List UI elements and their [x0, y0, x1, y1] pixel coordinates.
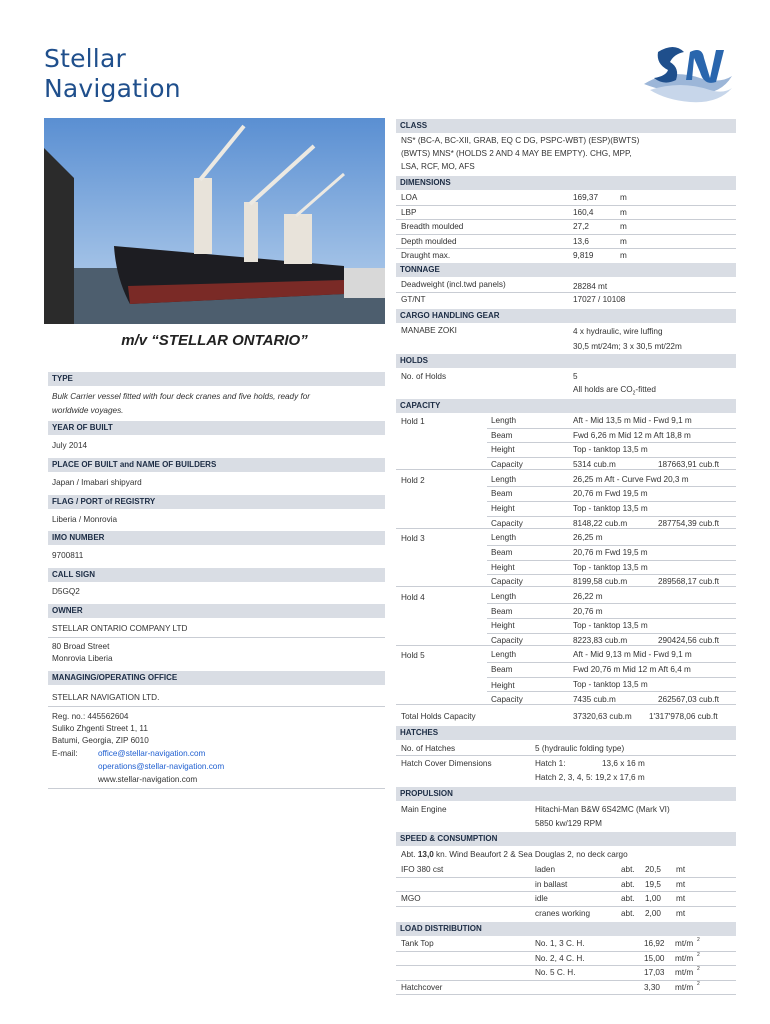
hold-beam: Fwd 6,26 m Mid 12 m Aft 18,8 m [573, 430, 691, 440]
dimension-value: 27,2 [573, 222, 589, 232]
load-unit: mt/m [675, 939, 694, 948]
class-line-2: (BWTS) MNS* (HOLDS 2 AND 4 MAY BE EMPTY). CHG, MPP, [401, 149, 632, 158]
divider [396, 965, 736, 966]
section-type: TYPE [48, 372, 385, 386]
section-place: PLACE OF BUILT and NAME OF BUILDERS [48, 458, 385, 472]
dimension-value: 13,6 [573, 236, 589, 246]
hold-capacity-m: 7435 cub.m [573, 694, 616, 704]
load-unit-sup: 2 [697, 980, 700, 987]
superscript [697, 950, 700, 963]
capacity-row-label: Capacity [491, 460, 523, 470]
consumption-abt: abt. [621, 865, 635, 874]
divider [396, 292, 736, 293]
class-line-3: LSA, RCF, MO, AFS [401, 162, 475, 171]
divider [396, 469, 736, 470]
hatch-1-label: Hatch 1: [535, 759, 566, 768]
consumption-abt: abt. [621, 879, 635, 889]
hold-name: Hold 4 [401, 592, 425, 602]
dimension-value: 160,4 [573, 207, 594, 217]
load-value: 3,30 [644, 982, 660, 992]
hold-name: Hold 2 [401, 475, 425, 485]
section-call-sign: CALL SIGN [48, 568, 385, 582]
capacity-row-label: Beam [491, 489, 513, 499]
consumption-value: 1,00 [645, 894, 661, 904]
dimension-unit: m [620, 236, 627, 246]
hold-name: Hold 3 [401, 534, 425, 544]
divider [487, 486, 736, 487]
dimension-label: LOA [401, 193, 418, 202]
divider [396, 704, 736, 705]
engine-line-2: 5850 kw/129 RPM [535, 819, 602, 828]
capacity-row-label: Height [491, 680, 515, 690]
sn-emblem-icon [640, 38, 736, 110]
hold-capacity-ft: 289568,17 cub.ft [658, 577, 720, 587]
capacity-row-label: Height [491, 445, 515, 455]
dimension-unit: m [620, 222, 627, 232]
load-unit: mt/m [675, 953, 694, 963]
dimension-value: 169,37 [573, 193, 599, 202]
load-item: No. 2, 4 C. H. [535, 953, 585, 963]
capacity-row-label: Length [491, 474, 517, 484]
divider [396, 755, 736, 756]
fuel-type: MGO [401, 894, 421, 904]
consumption-unit: mt [676, 865, 686, 874]
hold-capacity-m: 8148,22 cub.m [573, 518, 628, 528]
divider [487, 501, 736, 502]
holds-value: 5 [573, 372, 578, 381]
hatch-1-value: 13,6 x 16 m [602, 759, 645, 768]
consumption-condition: cranes working [535, 908, 591, 918]
divider [48, 706, 385, 707]
section-owner: OWNER [48, 604, 385, 618]
hold-capacity-ft: 290424,56 cub.ft [658, 635, 720, 645]
consumption-condition: in ballast [535, 879, 568, 889]
fuel-type: IFO 380 cst [401, 865, 444, 874]
capacity-row-label: Height [491, 504, 515, 513]
hold-length: Aft - Mid 13,5 m Mid - Fwd 9,1 m [573, 416, 692, 425]
hold-beam: 20,76 m [573, 606, 603, 616]
ship-photo [44, 118, 385, 324]
office-city: Batumi, Georgia, ZIP 6010 [52, 736, 149, 745]
section-office: MANAGING/OPERATING OFFICE [48, 671, 385, 685]
hold-length: 26,25 m [573, 533, 603, 543]
divider [487, 662, 736, 663]
gt-nt-label: GT/NT [401, 295, 426, 304]
superscript [697, 979, 700, 992]
consumption-unit: mt [676, 879, 686, 889]
divider [487, 603, 736, 604]
divider [487, 428, 736, 429]
section-tonnage: TONNAGE [396, 263, 736, 277]
superscript [697, 935, 700, 948]
divider [396, 219, 736, 220]
brand-logo [44, 44, 181, 104]
capacity-row-label: Beam [491, 430, 513, 440]
capacity-row-label: Beam [491, 547, 513, 557]
hold-capacity-ft: 287754,39 cub.ft [658, 518, 720, 528]
flag-value: Liberia / Monrovia [52, 515, 118, 524]
consumption-condition: laden [535, 865, 556, 874]
section-speed: SPEED & CONSUMPTION [396, 832, 736, 846]
hold-name: Hold 1 [401, 417, 425, 426]
brand-line-1: Stellar [44, 44, 126, 73]
divider [396, 645, 736, 646]
hold-beam: Fwd 20,76 m Mid 12 m Aft 6,4 m [573, 665, 691, 675]
divider [396, 994, 736, 995]
divider [396, 877, 736, 878]
imo-value: 9700811 [52, 551, 84, 560]
divider [487, 516, 736, 517]
capacity-row-label: Capacity [491, 694, 523, 704]
capacity-row-label: Length [491, 650, 517, 660]
divider [396, 248, 736, 249]
deadweight-value: 28284 mt [573, 282, 608, 291]
cargo-gear-label: MANABE ZOKI [401, 326, 457, 335]
divider [396, 891, 736, 892]
divider [396, 528, 736, 529]
hold-height: Top - tanktop 13,5 m [573, 504, 648, 513]
hold-capacity-ft: 262567,03 cub.ft [658, 694, 720, 704]
section-hatches: HATCHES [396, 726, 736, 740]
dimension-label: Depth moulded [401, 236, 457, 246]
office-name: STELLAR NAVIGATION LTD. [52, 693, 160, 702]
hatch-dim-label: Hatch Cover Dimensions [401, 759, 492, 768]
office-street: Suliko Zhgenti Street 1, 11 [52, 724, 148, 733]
consumption-condition: idle [535, 894, 548, 904]
divider [396, 586, 736, 587]
dimension-value: 9,819 [573, 251, 594, 261]
brand-line-2: Navigation [44, 74, 181, 103]
capacity-row-label: Capacity [491, 518, 523, 528]
section-dimensions: DIMENSIONS [396, 176, 736, 190]
divider [48, 788, 385, 789]
consumption-abt: abt. [621, 894, 635, 904]
hold-length: 26,25 m Aft - Curve Fwd 20,3 m [573, 474, 689, 484]
dimension-label: Breadth moulded [401, 222, 464, 232]
divider [487, 442, 736, 443]
deadweight-label: Deadweight (incl.twd panels) [401, 280, 506, 289]
load-value: 16,92 [644, 939, 665, 948]
consumption-value: 20,5 [645, 865, 661, 874]
hold-height: Top - tanktop 13,5 m [573, 445, 648, 455]
total-capacity-ft: 1'317'978,06 cub.ft [649, 712, 718, 721]
section-propulsion: PROPULSION [396, 787, 736, 801]
capacity-row-label: Height [491, 621, 515, 631]
capacity-row-label: Length [491, 533, 517, 543]
dimension-label: LBP [401, 207, 417, 217]
consumption-value: 2,00 [645, 908, 661, 918]
dimension-label: Draught max. [401, 251, 451, 261]
load-item: No. 1, 3 C. H. [535, 939, 585, 948]
email-operations-link[interactable]: operations@stellar-navigation.com [98, 762, 225, 771]
email-office-link[interactable]: office@stellar-navigation.com [98, 749, 206, 758]
type-text-1: Bulk Carrier vessel fitted with four deck cranes and five holds, ready for [52, 392, 311, 401]
owner-address-1: 80 Broad Street [52, 642, 110, 651]
hold-beam: 20,76 m Fwd 19,5 m [573, 547, 648, 557]
hold-name: Hold 5 [401, 651, 425, 661]
section-load: LOAD DISTRIBUTION [396, 922, 736, 936]
consumption-value: 19,5 [645, 879, 661, 889]
owner-address-2: Monrovia Liberia [52, 654, 113, 663]
section-imo: IMO NUMBER [48, 531, 385, 545]
load-unit-sup: 2 [697, 937, 700, 943]
hold-capacity-ft: 187663,91 cub.ft [658, 460, 720, 470]
load-unit: mt/m [675, 982, 694, 992]
class-line-1: NS* (BC-A, BC-XII, GRAB, EQ C DG, PSPC-WBT) (ESP)(BWTS) [401, 136, 640, 145]
hold-capacity-m: 5314 cub.m [573, 460, 616, 470]
divider [487, 618, 736, 619]
vessel-name: m/v “STELLAR ONTARIO” [121, 332, 308, 349]
hold-length: Aft - Mid 9,13 m Mid - Fwd 9,1 m [573, 650, 692, 660]
section-cargo-gear: CARGO HANDLING GEAR [396, 309, 736, 323]
load-unit-sup: 2 [697, 966, 700, 972]
hatches-no-value: 5 (hydraulic folding type) [535, 744, 625, 753]
capacity-row-label: Capacity [491, 577, 523, 587]
divider [487, 560, 736, 561]
cargo-gear-line-2: 30,5 mt/24m; 3 x 30,5 mt/22m [573, 342, 682, 351]
superscript [697, 964, 700, 977]
section-year: YEAR OF BUILT [48, 421, 385, 435]
divider [487, 677, 736, 678]
section-capacity: CAPACITY [396, 399, 736, 413]
dimension-unit: m [620, 207, 627, 217]
hatch-2-5-value: Hatch 2, 3, 4, 5: 19,2 x 17,6 m [535, 773, 645, 782]
place-value: Japan / Imabari shipyard [52, 478, 142, 487]
load-unit: mt/m [675, 968, 694, 977]
load-unit-sup: 2 [697, 951, 700, 958]
capacity-row-label: Height [491, 562, 515, 572]
holds-label: No. of Holds [401, 372, 447, 381]
divider [396, 234, 736, 235]
section-holds: HOLDS [396, 354, 736, 368]
engine-line-1: Hitachi-Man B&W 6S42MC (Mark VI) [535, 805, 670, 814]
divider [487, 457, 736, 458]
office-reg: Reg. no.: 445562604 [52, 712, 129, 721]
owner-name: STELLAR ONTARIO COMPANY LTD [52, 624, 188, 633]
call-sign-value: D5GQ2 [52, 587, 80, 596]
hold-length: 26,22 m [573, 591, 603, 601]
cargo-gear-line-1: 4 x hydraulic, wire luffing [573, 327, 663, 336]
divider [396, 980, 736, 981]
hatches-no-label: No. of Hatches [401, 744, 456, 753]
type-text-2: worldwide voyages. [52, 406, 124, 415]
consumption-unit: mt [676, 894, 686, 904]
speed-description: Abt. 13,0 kn. Wind Beaufort 2 & Sea Douglas 2, no deck cargo [401, 850, 628, 859]
hold-beam: 20,76 m Fwd 19,5 m [573, 489, 648, 499]
total-capacity-label: Total Holds Capacity [401, 712, 476, 721]
divider [487, 574, 736, 575]
total-capacity-m: 37320,63 cub.m [573, 712, 632, 721]
load-label: Hatchcover [401, 982, 443, 992]
load-value: 15,00 [644, 953, 665, 963]
hold-height: Top - tanktop 13,5 m [573, 562, 648, 572]
divider [487, 633, 736, 634]
divider [396, 205, 736, 206]
section-class: CLASS [396, 119, 736, 133]
load-value: 17,03 [644, 968, 665, 977]
divider [48, 637, 385, 638]
consumption-abt: abt. [621, 908, 635, 918]
load-item: No. 5 C. H. [535, 968, 576, 977]
load-label: Tank Top [401, 939, 434, 948]
hold-capacity-m: 8223,83 cub.m [573, 635, 628, 645]
gt-nt-value: 17027 / 10108 [573, 295, 626, 304]
engine-label: Main Engine [401, 805, 447, 814]
capacity-row-label: Length [491, 416, 517, 425]
consumption-unit: mt [676, 908, 686, 918]
hold-height: Top - tanktop 13,5 m [573, 621, 648, 631]
divider [396, 951, 736, 952]
year-value: July 2014 [52, 441, 88, 450]
capacity-row-label: Beam [491, 606, 513, 616]
dimension-unit: m [620, 193, 627, 202]
divider [487, 691, 736, 692]
divider [396, 906, 736, 907]
capacity-row-label: Beam [491, 665, 513, 675]
hold-capacity-m: 8199,58 cub.m [573, 577, 628, 587]
capacity-row-label: Length [491, 591, 517, 601]
email-label: E-mail: [52, 749, 78, 758]
divider [487, 545, 736, 546]
hold-height: Top - tanktop 13,5 m [573, 679, 648, 689]
website-link[interactable]: www.stellar-navigation.com [98, 775, 198, 784]
section-flag: FLAG / PORT of REGISTRY [48, 495, 385, 509]
dimension-unit: m [620, 251, 627, 261]
holds-note: All holds are $CO_2$-fitted [573, 385, 656, 397]
capacity-row-label: Capacity [491, 635, 523, 645]
